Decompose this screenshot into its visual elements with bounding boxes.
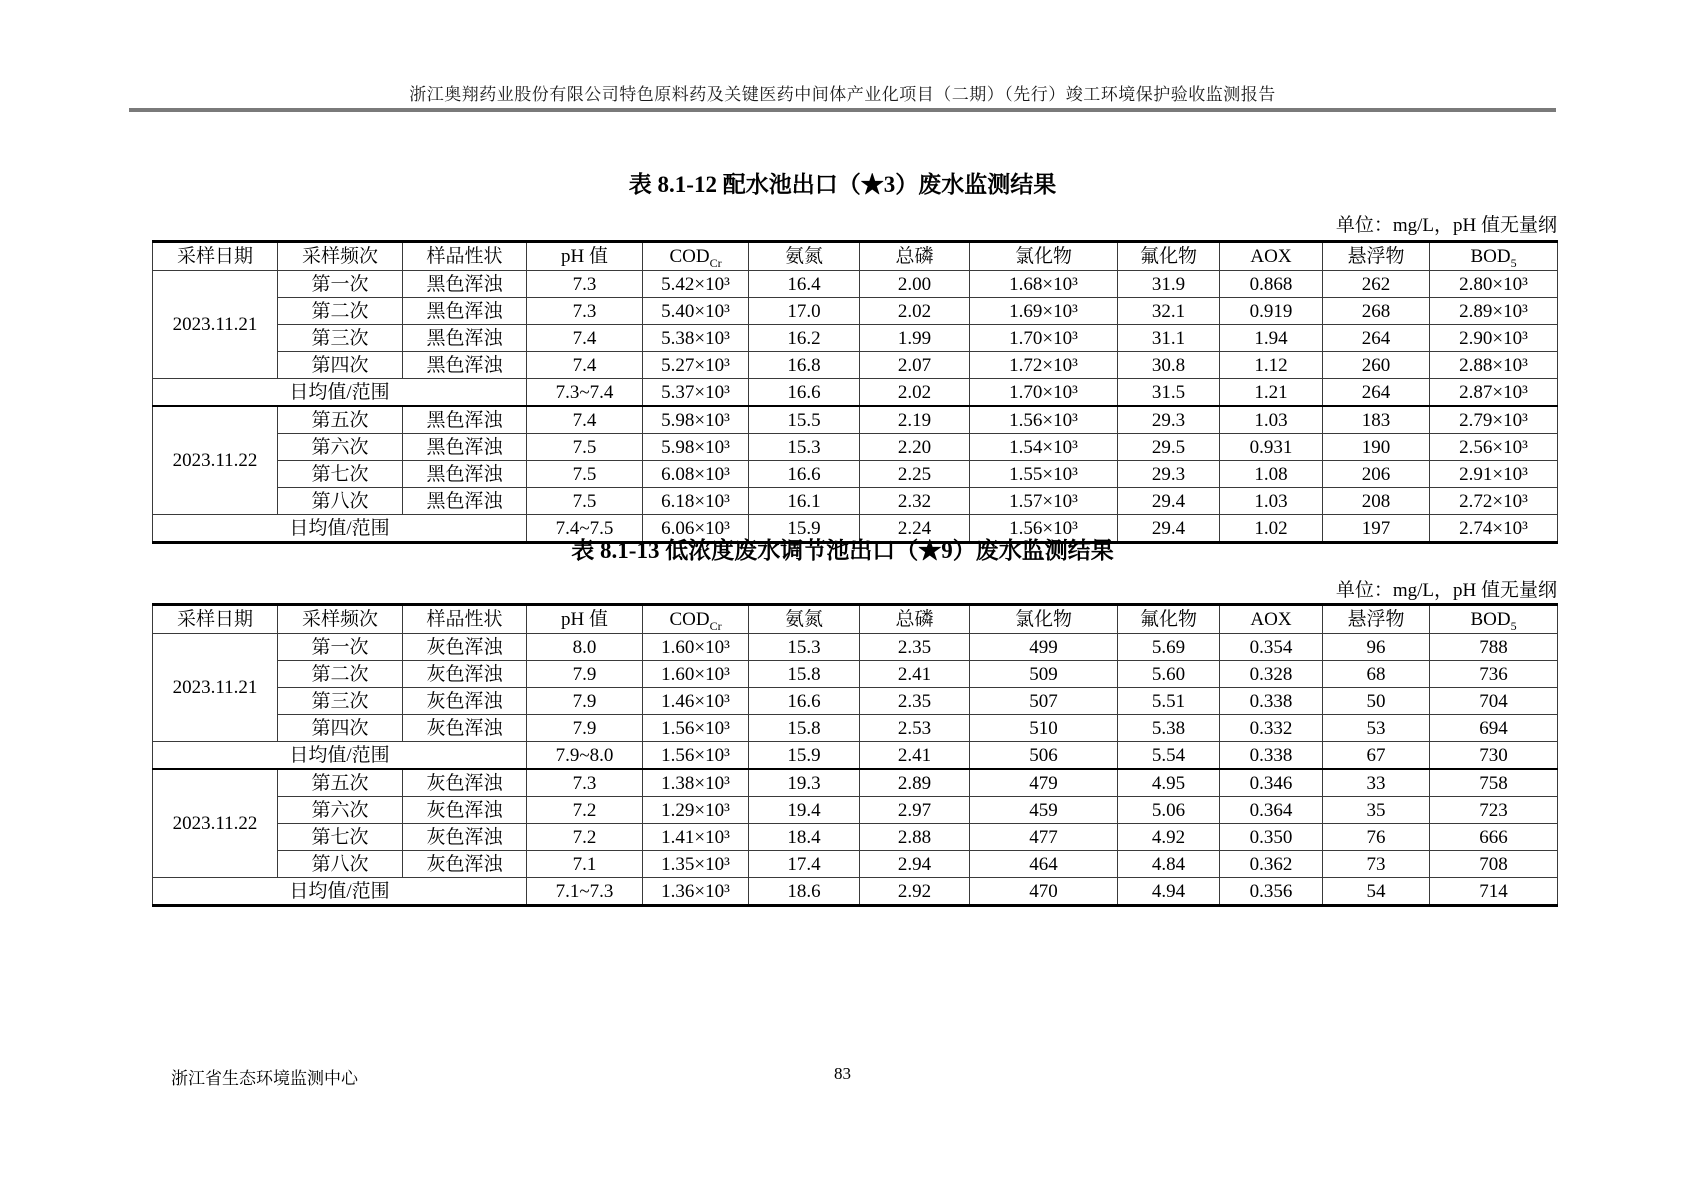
cell-total-phosphorus: 2.20 (860, 434, 970, 461)
column-header-appearance: 样品性状 (403, 605, 527, 634)
column-header-appearance: 样品性状 (403, 242, 527, 271)
column-header-suspended-solids: 悬浮物 (1323, 242, 1430, 271)
column-header-chloride: 氯化物 (970, 605, 1118, 634)
cell-chloride: 479 (970, 769, 1118, 797)
cell-bod: 2.89×10³ (1430, 298, 1558, 325)
cell-fluoride: 29.5 (1118, 434, 1220, 461)
cell-appearance: 灰色浑浊 (403, 851, 527, 878)
cell-fluoride: 4.94 (1118, 878, 1220, 906)
cell-fluoride: 5.06 (1118, 797, 1220, 824)
cell-ammonia: 16.6 (749, 461, 860, 488)
data-row (153, 634, 1558, 661)
cell-cod: 1.60×10³ (643, 661, 749, 688)
cell-suspended-solids: 208 (1323, 488, 1430, 515)
cell-total-phosphorus: 2.41 (860, 661, 970, 688)
cell-ammonia: 16.6 (749, 379, 860, 407)
cell-ammonia: 16.4 (749, 271, 860, 298)
cell-cod: 5.38×10³ (643, 325, 749, 352)
cell-cod: 1.29×10³ (643, 797, 749, 824)
cell-cod: 5.42×10³ (643, 271, 749, 298)
cell-aox: 0.364 (1220, 797, 1323, 824)
cell-ph: 7.5 (527, 488, 643, 515)
cell-fluoride: 4.84 (1118, 851, 1220, 878)
cell-chloride: 477 (970, 824, 1118, 851)
cell-bod: 2.80×10³ (1430, 271, 1558, 298)
column-header-cod: $COD_{Cr}$ (643, 242, 749, 271)
column-header-suspended-solids: 悬浮物 (1323, 605, 1430, 634)
cell-frequency: 第四次 (278, 352, 403, 379)
cell-aox: 1.02 (1220, 515, 1323, 543)
cell-total-phosphorus: 1.99 (860, 325, 970, 352)
cell-cod: 1.60×10³ (643, 634, 749, 661)
cell-bod: 2.79×10³ (1430, 406, 1558, 434)
cell-chloride: 1.68×10³ (970, 271, 1118, 298)
cell-cod: 1.56×10³ (643, 742, 749, 770)
cell-aox: 0.328 (1220, 661, 1323, 688)
cell-frequency: 第二次 (278, 298, 403, 325)
wastewater-monitoring-table-2 (152, 603, 1558, 907)
cell-ph: 7.2 (527, 824, 643, 851)
cell-total-phosphorus: 2.94 (860, 851, 970, 878)
data-row (153, 325, 1558, 352)
column-header-total-phosphorus: 总磷 (860, 242, 970, 271)
cell-ammonia: 16.8 (749, 352, 860, 379)
cell-cod: 5.98×10³ (643, 406, 749, 434)
cell-fluoride: 5.60 (1118, 661, 1220, 688)
cell-aox: 0.338 (1220, 688, 1323, 715)
cell-frequency: 第二次 (278, 661, 403, 688)
cell-chloride: 1.69×10³ (970, 298, 1118, 325)
cell-ph: 7.4 (527, 325, 643, 352)
summary-label-cell: 日均值/范围 (153, 379, 527, 407)
cell-suspended-solids: 35 (1323, 797, 1430, 824)
data-row (153, 824, 1558, 851)
cell-cod: 1.36×10³ (643, 878, 749, 906)
cell-chloride: 509 (970, 661, 1118, 688)
cell-aox: 0.362 (1220, 851, 1323, 878)
summary-label-cell: 日均值/范围 (153, 878, 527, 906)
header-row (153, 242, 1558, 271)
cell-total-phosphorus: 2.35 (860, 688, 970, 715)
cell-cod: 1.38×10³ (643, 769, 749, 797)
cell-ph: 7.3 (527, 769, 643, 797)
cell-bod: 736 (1430, 661, 1558, 688)
cell-total-phosphorus: 2.53 (860, 715, 970, 742)
cell-ph: 7.9~8.0 (527, 742, 643, 770)
cell-ph: 7.4~7.5 (527, 515, 643, 543)
cell-cod: 6.18×10³ (643, 488, 749, 515)
data-row (153, 434, 1558, 461)
cell-cod: 1.46×10³ (643, 688, 749, 715)
cell-frequency: 第六次 (278, 434, 403, 461)
data-row (153, 715, 1558, 742)
cell-ph: 7.9 (527, 715, 643, 742)
cell-aox: 1.03 (1220, 488, 1323, 515)
cell-frequency: 第五次 (278, 769, 403, 797)
cell-total-phosphorus: 2.89 (860, 769, 970, 797)
cell-bod: 723 (1430, 797, 1558, 824)
cell-suspended-solids: 183 (1323, 406, 1430, 434)
column-header-frequency: 采样频次 (278, 242, 403, 271)
cell-appearance: 黑色浑浊 (403, 271, 527, 298)
cell-suspended-solids: 54 (1323, 878, 1430, 906)
cell-ammonia: 15.9 (749, 515, 860, 543)
cell-suspended-solids: 264 (1323, 379, 1430, 407)
cell-ph: 7.3 (527, 271, 643, 298)
cell-frequency: 第五次 (278, 406, 403, 434)
cell-chloride: 1.56×10³ (970, 406, 1118, 434)
data-row (153, 406, 1558, 434)
cell-aox: 0.868 (1220, 271, 1323, 298)
cell-frequency: 第三次 (278, 325, 403, 352)
cell-fluoride: 31.1 (1118, 325, 1220, 352)
cell-ammonia: 17.0 (749, 298, 860, 325)
cell-bod: 2.74×10³ (1430, 515, 1558, 543)
header-row (153, 605, 1558, 634)
cell-date: 2023.11.22 (153, 406, 278, 515)
data-row (153, 488, 1558, 515)
cell-fluoride: 4.92 (1118, 824, 1220, 851)
cell-ph: 7.1 (527, 851, 643, 878)
cell-aox: 1.03 (1220, 406, 1323, 434)
cell-appearance: 黑色浑浊 (403, 461, 527, 488)
cell-cod: 5.40×10³ (643, 298, 749, 325)
cell-date: 2023.11.21 (153, 634, 278, 742)
summary-row (153, 742, 1558, 770)
cell-fluoride: 32.1 (1118, 298, 1220, 325)
cell-fluoride: 31.5 (1118, 379, 1220, 407)
cell-total-phosphorus: 2.00 (860, 271, 970, 298)
cell-ph: 7.3 (527, 298, 643, 325)
cell-chloride: 506 (970, 742, 1118, 770)
cell-ammonia: 15.5 (749, 406, 860, 434)
report-header-title: 浙江奥翔药业股份有限公司特色原料药及关键医药中间体产业化项目（二期）（先行）竣工环境保护验收监测报告 (409, 85, 1276, 104)
summary-label-cell: 日均值/范围 (153, 515, 527, 543)
cell-chloride: 507 (970, 688, 1118, 715)
data-row (153, 271, 1558, 298)
summary-row (153, 379, 1558, 407)
data-row (153, 661, 1558, 688)
cell-chloride: 1.55×10³ (970, 461, 1118, 488)
summary-row (153, 878, 1558, 906)
cell-bod: 694 (1430, 715, 1558, 742)
cell-ammonia: 15.8 (749, 661, 860, 688)
cell-total-phosphorus: 2.92 (860, 878, 970, 906)
cell-frequency: 第四次 (278, 715, 403, 742)
cell-total-phosphorus: 2.19 (860, 406, 970, 434)
wastewater-monitoring-table-1 (152, 240, 1558, 544)
cell-chloride: 1.72×10³ (970, 352, 1118, 379)
cell-aox: 1.21 (1220, 379, 1323, 407)
cell-ammonia: 15.3 (749, 634, 860, 661)
cell-frequency: 第八次 (278, 488, 403, 515)
cell-ammonia: 15.8 (749, 715, 860, 742)
data-row (153, 461, 1558, 488)
cell-total-phosphorus: 2.41 (860, 742, 970, 770)
cell-aox: 1.08 (1220, 461, 1323, 488)
cell-fluoride: 5.38 (1118, 715, 1220, 742)
data-row (153, 688, 1558, 715)
cell-aox: 1.94 (1220, 325, 1323, 352)
cell-ph: 7.5 (527, 434, 643, 461)
cell-appearance: 灰色浑浊 (403, 661, 527, 688)
cell-suspended-solids: 76 (1323, 824, 1430, 851)
column-header-aox: AOX (1220, 605, 1323, 634)
cell-ammonia: 16.1 (749, 488, 860, 515)
column-header-fluoride: 氟化物 (1118, 242, 1220, 271)
footer-organization: 浙江省生态环境监测中心 (171, 1069, 358, 1088)
data-row (153, 352, 1558, 379)
table-1-title: 表 8.1-12 配水池出口（★3）废水监测结果 (628, 172, 1057, 197)
cell-appearance: 黑色浑浊 (403, 406, 527, 434)
cell-ammonia: 17.4 (749, 851, 860, 878)
cell-appearance: 灰色浑浊 (403, 824, 527, 851)
cell-fluoride: 5.69 (1118, 634, 1220, 661)
column-header-total-phosphorus: 总磷 (860, 605, 970, 634)
cell-suspended-solids: 260 (1323, 352, 1430, 379)
cell-chloride: 470 (970, 878, 1118, 906)
cell-ph: 7.9 (527, 688, 643, 715)
table-2-title: 表 8.1-13 低浓度废水调节池出口（★9）废水监测结果 (571, 538, 1114, 563)
cell-ammonia: 19.3 (749, 769, 860, 797)
table-1-unit-note: 单位：mg/L，pH 值无量纲 (1335, 215, 1557, 236)
cell-ammonia: 16.2 (749, 325, 860, 352)
cell-chloride: 510 (970, 715, 1118, 742)
cell-ammonia: 18.6 (749, 878, 860, 906)
cell-fluoride: 29.4 (1118, 488, 1220, 515)
cell-aox: 0.931 (1220, 434, 1323, 461)
cell-date: 2023.11.21 (153, 271, 278, 379)
cell-suspended-solids: 50 (1323, 688, 1430, 715)
column-header-cod: $COD_{Cr}$ (643, 605, 749, 634)
cell-appearance: 灰色浑浊 (403, 715, 527, 742)
cell-total-phosphorus: 2.25 (860, 461, 970, 488)
cell-ph: 7.2 (527, 797, 643, 824)
cell-total-phosphorus: 2.97 (860, 797, 970, 824)
cell-ph: 7.3~7.4 (527, 379, 643, 407)
column-header-bod: $BOD_5$ (1430, 242, 1558, 271)
cell-chloride: 1.56×10³ (970, 515, 1118, 543)
cell-appearance: 灰色浑浊 (403, 769, 527, 797)
column-header-bod: $BOD_5$ (1430, 605, 1558, 634)
cell-bod: 2.90×10³ (1430, 325, 1558, 352)
cell-bod: 2.87×10³ (1430, 379, 1558, 407)
data-row (153, 797, 1558, 824)
cell-cod: 5.98×10³ (643, 434, 749, 461)
cell-suspended-solids: 264 (1323, 325, 1430, 352)
cell-total-phosphorus: 2.02 (860, 379, 970, 407)
table-2-unit-note: 单位：mg/L，pH 值无量纲 (1335, 580, 1557, 601)
cell-suspended-solids: 96 (1323, 634, 1430, 661)
cell-ph: 8.0 (527, 634, 643, 661)
cell-suspended-solids: 268 (1323, 298, 1430, 325)
cell-bod: 788 (1430, 634, 1558, 661)
cell-suspended-solids: 33 (1323, 769, 1430, 797)
cell-cod: 6.06×10³ (643, 515, 749, 543)
cell-appearance: 黑色浑浊 (403, 352, 527, 379)
cell-aox: 0.346 (1220, 769, 1323, 797)
cell-fluoride: 29.4 (1118, 515, 1220, 543)
column-header-date: 采样日期 (153, 242, 278, 271)
cell-cod: 5.37×10³ (643, 379, 749, 407)
column-header-ammonia: 氨氮 (749, 242, 860, 271)
column-header-aox: AOX (1220, 242, 1323, 271)
cell-frequency: 第三次 (278, 688, 403, 715)
cell-fluoride: 30.8 (1118, 352, 1220, 379)
cell-fluoride: 4.95 (1118, 769, 1220, 797)
cell-aox: 0.354 (1220, 634, 1323, 661)
cell-frequency: 第八次 (278, 851, 403, 878)
cell-ammonia: 18.4 (749, 824, 860, 851)
cell-chloride: 1.57×10³ (970, 488, 1118, 515)
cell-cod: 6.08×10³ (643, 461, 749, 488)
cell-aox: 0.356 (1220, 878, 1323, 906)
cell-aox: 1.12 (1220, 352, 1323, 379)
cell-bod: 704 (1430, 688, 1558, 715)
cell-ammonia: 15.3 (749, 434, 860, 461)
column-header-ammonia: 氨氮 (749, 605, 860, 634)
cell-appearance: 灰色浑浊 (403, 634, 527, 661)
cell-cod: 1.56×10³ (643, 715, 749, 742)
column-header-fluoride: 氟化物 (1118, 605, 1220, 634)
cell-total-phosphorus: 2.07 (860, 352, 970, 379)
cell-ph: 7.9 (527, 661, 643, 688)
cell-ph: 7.1~7.3 (527, 878, 643, 906)
cell-aox: 0.350 (1220, 824, 1323, 851)
cell-chloride: 1.70×10³ (970, 379, 1118, 407)
column-header-ph: pH 值 (527, 242, 643, 271)
cell-bod: 730 (1430, 742, 1558, 770)
cell-fluoride: 29.3 (1118, 461, 1220, 488)
cell-bod: 2.72×10³ (1430, 488, 1558, 515)
cell-date: 2023.11.22 (153, 769, 278, 878)
cell-bod: 2.56×10³ (1430, 434, 1558, 461)
cell-ammonia: 15.9 (749, 742, 860, 770)
cell-cod: 5.27×10³ (643, 352, 749, 379)
cell-ph: 7.4 (527, 406, 643, 434)
cell-bod: 2.88×10³ (1430, 352, 1558, 379)
summary-label-cell: 日均值/范围 (153, 742, 527, 770)
cell-total-phosphorus: 2.02 (860, 298, 970, 325)
cell-bod: 714 (1430, 878, 1558, 906)
cell-total-phosphorus: 2.35 (860, 634, 970, 661)
cell-suspended-solids: 53 (1323, 715, 1430, 742)
data-row (153, 298, 1558, 325)
cell-bod: 758 (1430, 769, 1558, 797)
cell-ammonia: 16.6 (749, 688, 860, 715)
cell-frequency: 第一次 (278, 271, 403, 298)
data-row (153, 851, 1558, 878)
cell-fluoride: 5.51 (1118, 688, 1220, 715)
cell-ph: 7.5 (527, 461, 643, 488)
column-header-chloride: 氯化物 (970, 242, 1118, 271)
cell-appearance: 灰色浑浊 (403, 797, 527, 824)
cell-suspended-solids: 73 (1323, 851, 1430, 878)
cell-ph: 7.4 (527, 352, 643, 379)
cell-total-phosphorus: 2.88 (860, 824, 970, 851)
cell-bod: 2.91×10³ (1430, 461, 1558, 488)
cell-frequency: 第七次 (278, 461, 403, 488)
cell-chloride: 464 (970, 851, 1118, 878)
header-rule (129, 108, 1556, 112)
cell-appearance: 灰色浑浊 (403, 688, 527, 715)
cell-bod: 708 (1430, 851, 1558, 878)
cell-suspended-solids: 190 (1323, 434, 1430, 461)
cell-cod: 1.41×10³ (643, 824, 749, 851)
cell-aox: 0.338 (1220, 742, 1323, 770)
cell-chloride: 459 (970, 797, 1118, 824)
cell-frequency: 第七次 (278, 824, 403, 851)
cell-fluoride: 31.9 (1118, 271, 1220, 298)
cell-ammonia: 19.4 (749, 797, 860, 824)
column-header-frequency: 采样频次 (278, 605, 403, 634)
cell-total-phosphorus: 2.24 (860, 515, 970, 543)
page-number: 83 (834, 1064, 851, 1083)
cell-suspended-solids: 197 (1323, 515, 1430, 543)
column-header-ph: pH 值 (527, 605, 643, 634)
cell-appearance: 黑色浑浊 (403, 434, 527, 461)
cell-aox: 0.332 (1220, 715, 1323, 742)
cell-bod: 666 (1430, 824, 1558, 851)
cell-frequency: 第一次 (278, 634, 403, 661)
cell-suspended-solids: 67 (1323, 742, 1430, 770)
cell-appearance: 黑色浑浊 (403, 488, 527, 515)
cell-chloride: 1.54×10³ (970, 434, 1118, 461)
cell-appearance: 黑色浑浊 (403, 298, 527, 325)
data-row (153, 769, 1558, 797)
cell-suspended-solids: 206 (1323, 461, 1430, 488)
cell-chloride: 1.70×10³ (970, 325, 1118, 352)
cell-cod: 1.35×10³ (643, 851, 749, 878)
cell-chloride: 499 (970, 634, 1118, 661)
cell-suspended-solids: 68 (1323, 661, 1430, 688)
cell-appearance: 黑色浑浊 (403, 325, 527, 352)
cell-aox: 0.919 (1220, 298, 1323, 325)
cell-fluoride: 29.3 (1118, 406, 1220, 434)
cell-fluoride: 5.54 (1118, 742, 1220, 770)
column-header-date: 采样日期 (153, 605, 278, 634)
cell-suspended-solids: 262 (1323, 271, 1430, 298)
cell-total-phosphorus: 2.32 (860, 488, 970, 515)
cell-frequency: 第六次 (278, 797, 403, 824)
